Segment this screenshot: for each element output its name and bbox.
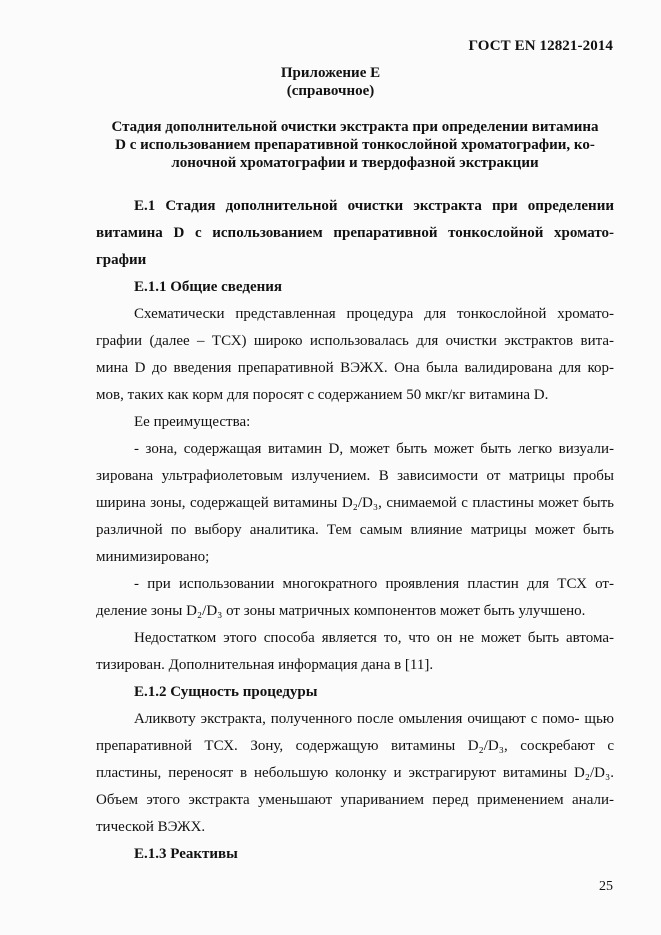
paragraph: Недостатком этого способа является то, что он не может быть автома- тизирован. Дополнительная информация дана в [11]. — [96, 630, 614, 673]
section-e1-heading: Е.1 Стадия дополнительной очистки экстракта при определении витамина D с использованием препаративной тонкослойной хромато- графии — [96, 198, 614, 268]
document-code: ГОСТ EN 12821-2014 — [468, 38, 613, 54]
appendix-status: (справочное) — [286, 83, 375, 99]
appendix-title-line: D с использованием препаративной тонкослойной хроматографии, ко- — [115, 137, 595, 153]
section-e11-heading: Е.1.1 Общие сведения — [134, 279, 283, 295]
section-e13-heading: Е.1.3 Реактивы — [134, 846, 238, 862]
appendix-label-block — [0, 64, 661, 100]
list-item: - зона, содержащая витамин D, может быть может быть легко визуали- зирована ультрафиолетовым излучением. В зависимости от матрицы пробы ширина зоны, содержащей витамины D₂/D₃, снимаемой с пластины может быть различной по выбору аналитика. Тем самым влияние матрицы может быть минимизировано; — [96, 441, 614, 565]
paragraph: Аликвоту экстракта, полученного после омыления очищают с помо- щью препаративной ТСХ. Зону, содержащую витамины D₂/D₃, соскребают с пластины, переносят в небольшую колонку и экстрагируют витамины D₂/D₃. Объем этого экстракта уменьшают упариванием перед применением анали- тической ВЭЖХ. — [96, 711, 614, 835]
page-number: 25 — [599, 879, 613, 894]
paragraph: Схематически представленная процедура для тонкослойной хромато- графии (далее – ТСХ) широко использовалась для очистки экстрактов вита- мина D до введения препаративной ВЭЖХ. Она была валидирована для кор- мов, таких как корм для поросят с содержанием 50 мкг/кг витамина D. — [96, 306, 614, 403]
appendix-title — [96, 118, 614, 172]
section-e12-heading: Е.1.2 Сущность процедуры — [134, 684, 318, 700]
paragraph: Ее преимущества: — [134, 414, 251, 430]
list-item: - при использовании многократного проявления пластин для ТСХ от- деление зоны D₂/D₃ от зоны матричных компонентов может быть улучшено. — [96, 576, 614, 619]
body-text — [96, 193, 614, 868]
appendix-title-line: Стадия дополнительной очистки экстракта при определении витамина — [111, 119, 599, 135]
appendix-title-line: лоночной хроматографии и твердофазной экстракции — [171, 155, 539, 171]
appendix-label: Приложение Е — [280, 65, 381, 81]
